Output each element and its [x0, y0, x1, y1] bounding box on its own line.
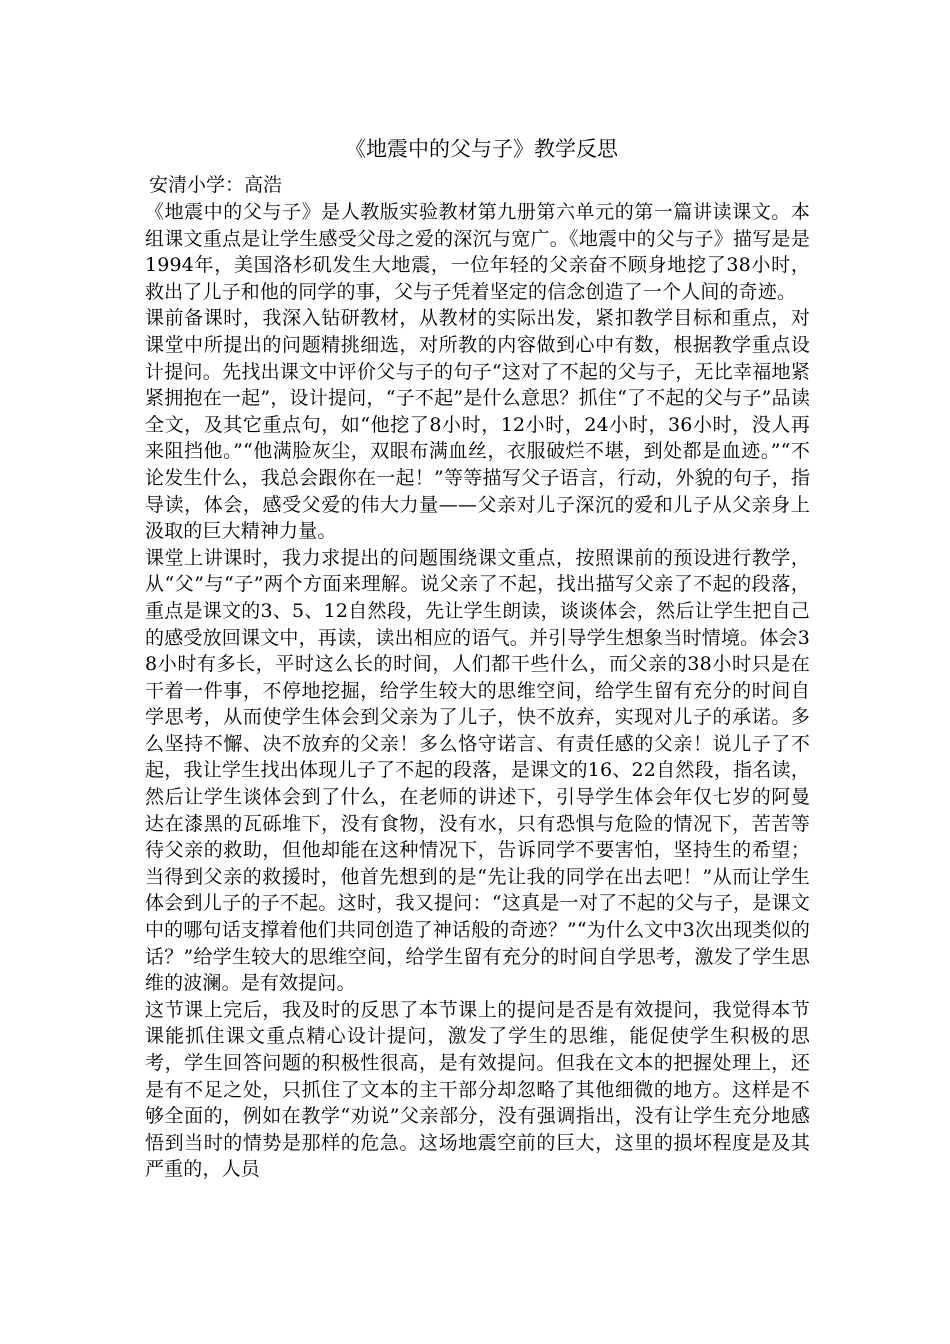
document-body	[145, 134, 810, 1183]
paragraph-preparation: 课前备课时，我深入钻研教材，从教材的实际出发，紧扣教学目标和重点，对课堂中所提出的问题精挑细选，对所教的内容做到心中有数，根据教学重点设计提问。先找出课文中评价父与子的句子“这对了不起的父与子，无比幸福地紧紧拥抱在一起”，设计提问，“子不起”是什么意思？抓住“了不起的父与子”品读全文，及其它重点句，如“他挖了8小时，12小时，24小时，36小时，没人再来阻挡他。”“他满脸灰尘，双眼布满血丝，衣服破烂不堪，到处都是血迹。”“不论发生什么，我总会跟你在一起！”等等描写父子语言，行动，外貌的句子，指导读，体会，感受父爱的伟大力量——父亲对儿子深沉的爱和儿子从父亲身上汲取的巨大精神力量。	[145, 307, 810, 543]
author-line: 安清小学：高浩	[149, 174, 283, 196]
paragraph-reflection: 这节课上完后，我及时的反思了本节课上的提问是否是有效提问，我觉得本节课能抓住课文重点精心设计提问，激发了学生的思维，能促使学生积极的思考，学生回答问题的积极性很高，是有效提问。但我在文本的把握处理上，还是有不足之处，只抓住了文本的主干部分却忽略了其他细微的地方。这样是不够全面的，例如在教学“劝说”父亲部分，没有强调指出，没有让学生充分地感悟到当时的情势是那样的危急。这场地震空前的巨大，这里的损坏程度是及其严重的，人员	[145, 998, 810, 1181]
paragraph-classroom: 课堂上讲课时，我力求提出的问题围绕课文重点，按照课前的预设进行教学，从“父”与“子”两个方面来理解。说父亲了不起，找出描写父亲了不起的段落，重点是课文的3、5、12自然段，先让学生朗读，谈谈体会，然后让学生把自己的感受放回课文中，再读，读出相应的语气。并引导学生想象当时情境。体会38小时有多长，平时这么长的时间，人们都干些什么，而父亲的38小时只是在干着一件事，不停地挖掘，给学生较大的思维空间，给学生留有充分的时间自学思考，从而使学生体会到父亲为了儿子，快不放弃，实现对儿子的承诺。多么坚持不懈、决不放弃的父亲！多么恪守诺言、有责任感的父亲！说儿子了不起，我让学生找出体现儿子了不起的段落，是课文的16、22自然段，指名读，然后让学生谈体会到了什么，在老师的讲述下，引导学生体会年仅七岁的阿曼达在漆黑的瓦砾堆下，没有食物，没有水，只有恐惧与危险的情况下，苦苦等待父亲的救助，但他却能在这种情况下，告诉同学不要害怕，坚持生的希望；当得到父亲的救援时，他首先想到的是“先让我的同学在出去吧！”从而让学生体会到儿子的子不起。这时，我又提问：“这真是一对了不起的父与子，是课文中的哪句话支撑着他们共同创造了神话般的奇迹？”“为什么文中3次出现类似的话？”给学生较大的思维空间，给学生留有充分的时间自学思考，激发了学生思维的波澜。是有效提问。	[145, 546, 810, 995]
document-title: 《地震中的父与子》教学反思	[345, 137, 618, 161]
paragraph-intro: 《地震中的父与子》是人教版实验教材第九册第六单元的第一篇讲读课文。本组课文重点是让学生感受父母之爱的深沉与宽广。《地震中的父与子》描写是是1994年，美国洛杉矶发生大地震，一位年轻的父亲奋不顾身地挖了38小时，救出了儿子和他的同学的事，父与子凭着坚定的信念创造了一个人间的奇迹。	[145, 201, 810, 303]
